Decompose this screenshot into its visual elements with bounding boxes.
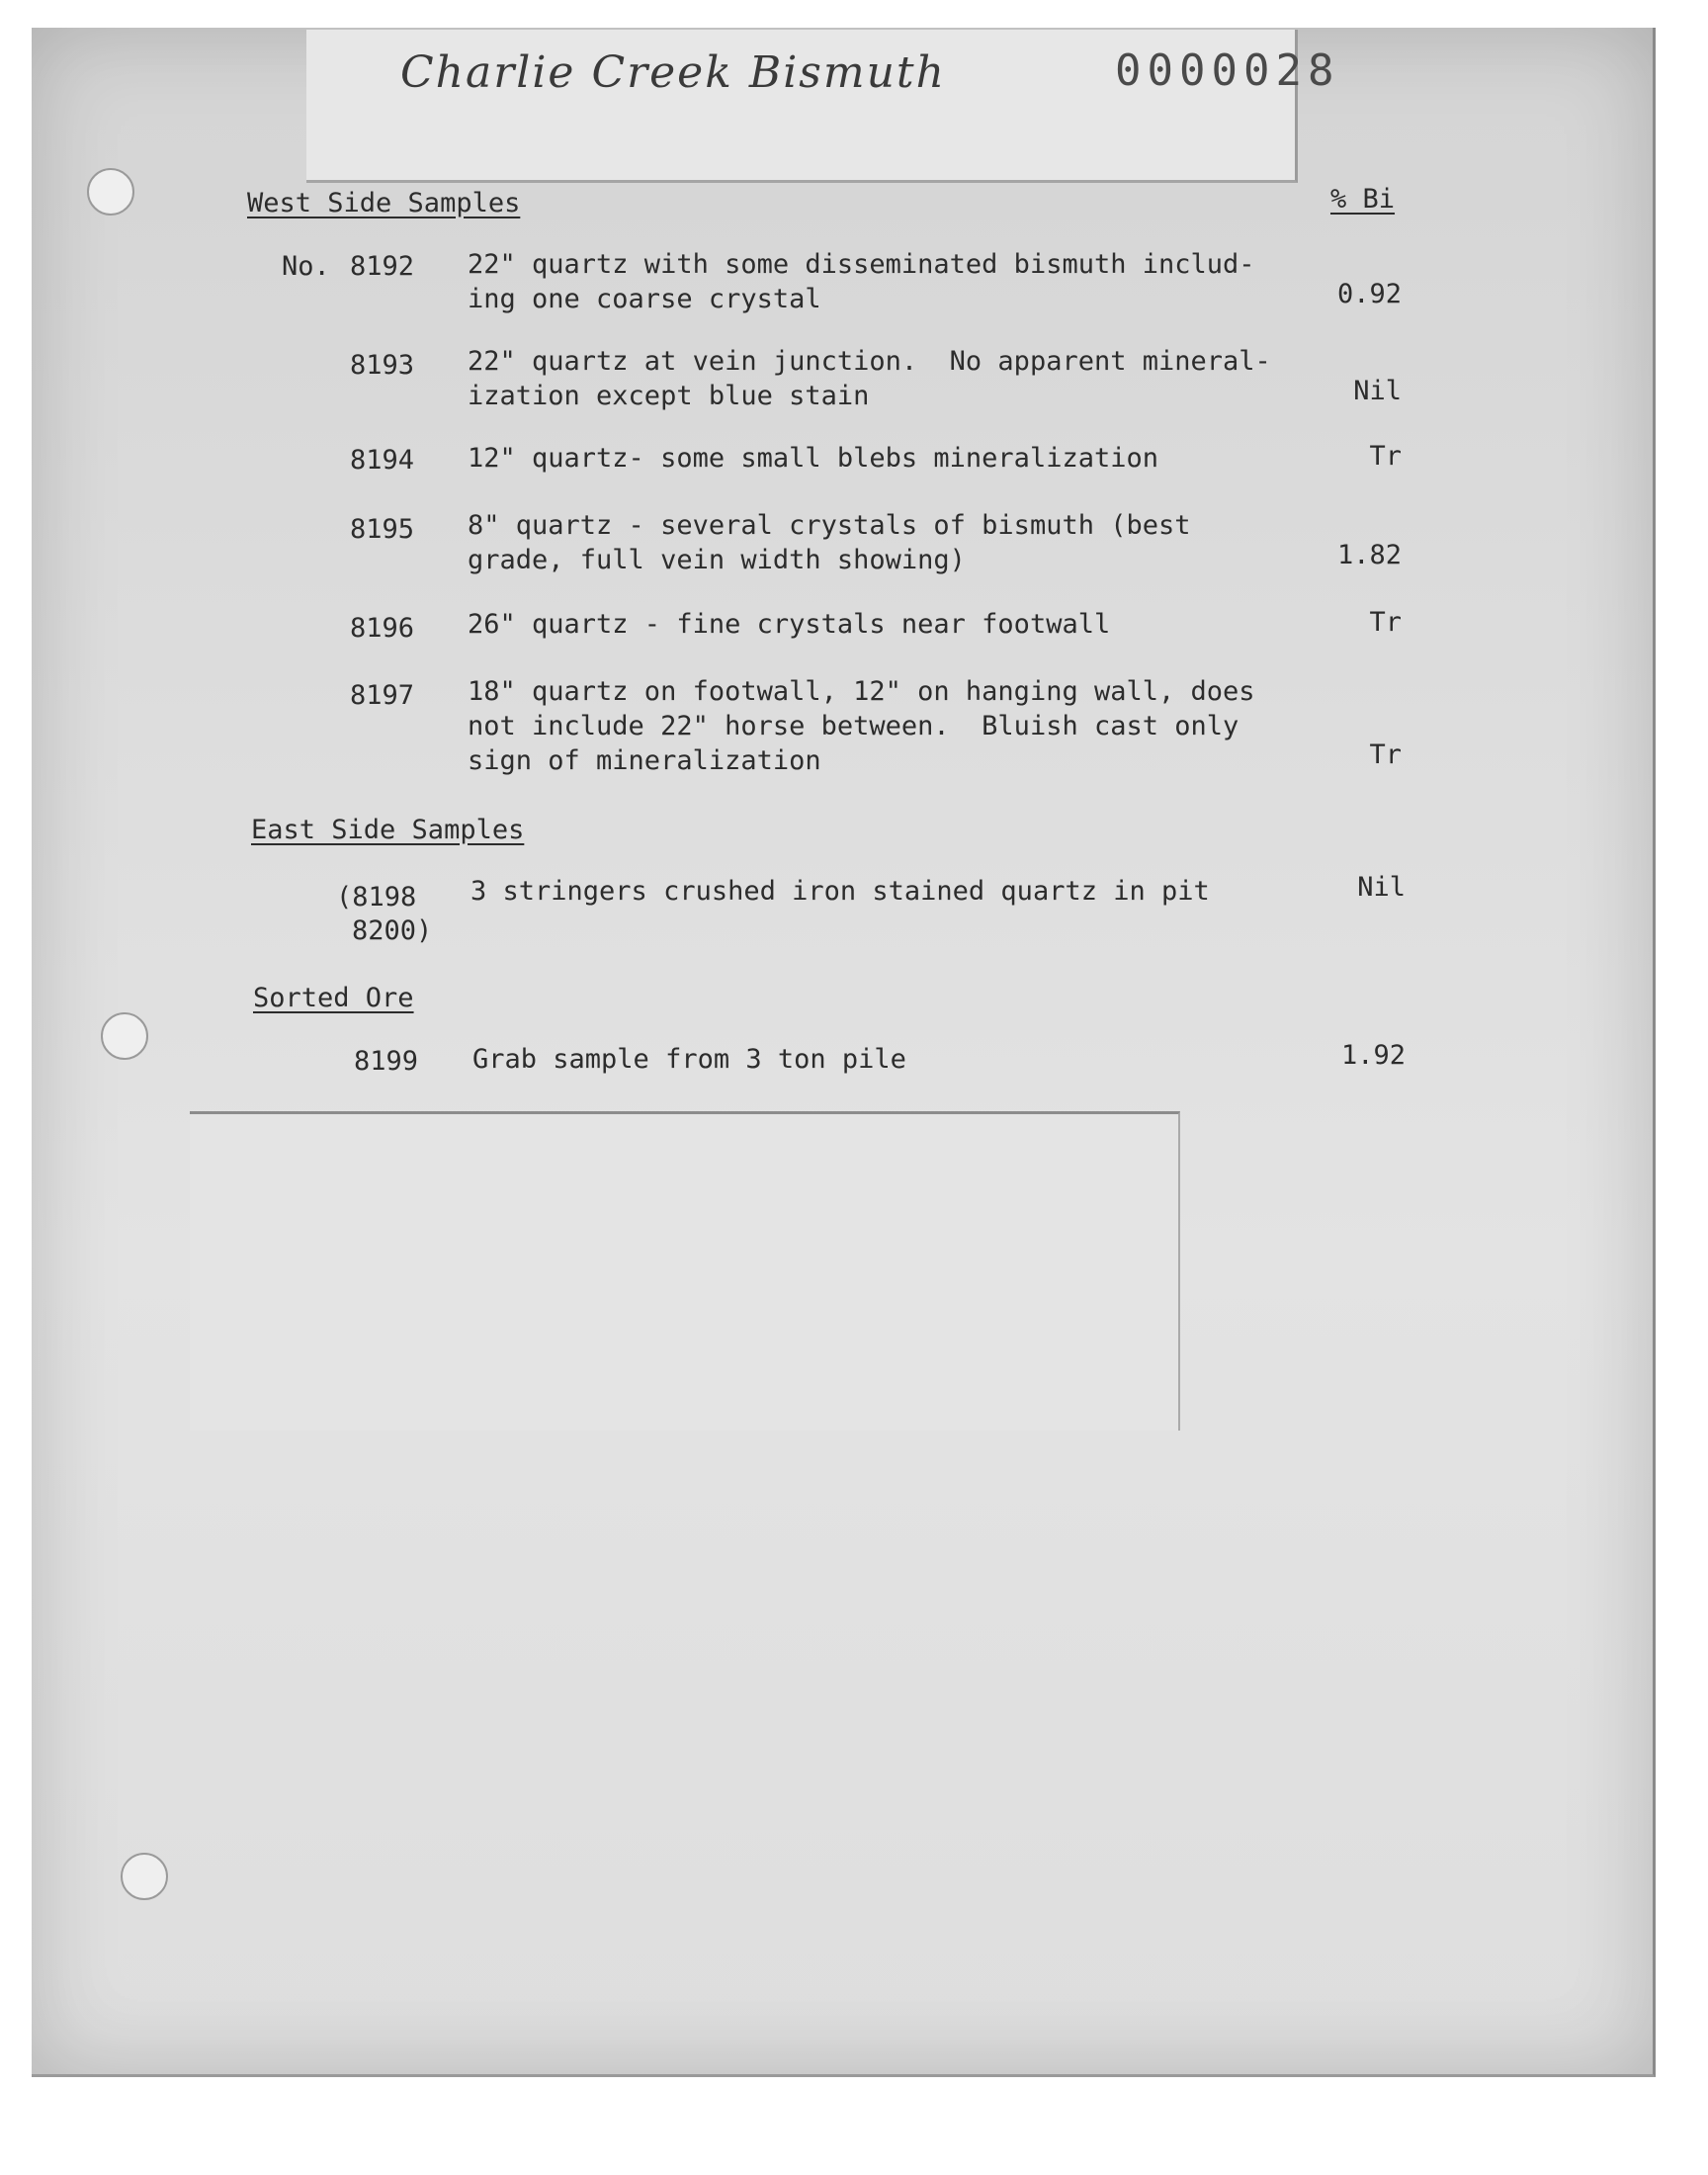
- sample-description-line: Grab sample from 3 ton pile: [472, 1044, 906, 1075]
- binder-hole-bottom: [121, 1853, 168, 1900]
- sample-number: 8199: [354, 1046, 419, 1077]
- bismuth-percent: Tr: [1369, 441, 1402, 472]
- sorted-ore-heading: Sorted Ore: [253, 983, 414, 1013]
- number-prefix: No.: [282, 251, 330, 282]
- binder-hole-top: [87, 168, 134, 216]
- sample-description-line: ization except blue stain: [468, 381, 870, 411]
- sample-description-line: ing one coarse crystal: [468, 284, 821, 314]
- document-number: 0000028: [1115, 45, 1340, 96]
- sample-number: 8197: [350, 680, 415, 711]
- sample-description-line: 18" quartz on footwall, 12" on hanging wall, does: [468, 676, 1255, 707]
- sample-number: 8196: [350, 613, 415, 644]
- sample-description-line: grade, full vein width showing): [468, 545, 966, 575]
- bismuth-percent: Nil: [1353, 376, 1402, 406]
- percent-bi-column-header: % Bi: [1330, 184, 1396, 215]
- bismuth-percent: 1.92: [1340, 1040, 1406, 1071]
- bismuth-percent: 0.92: [1336, 279, 1402, 309]
- sample-description-line: 26" quartz - fine crystals near footwall: [468, 609, 1111, 640]
- bismuth-percent: Nil: [1357, 872, 1406, 903]
- sample-number-range-end: 8200): [352, 915, 433, 946]
- bismuth-percent: Tr: [1369, 740, 1402, 770]
- sample-number: 8195: [350, 514, 415, 545]
- handwritten-title: Charlie Creek Bismuth: [400, 47, 946, 98]
- east-side-heading: East Side Samples: [251, 815, 525, 845]
- sample-description-line: sign of mineralization: [468, 745, 821, 776]
- sample-number: 8192: [350, 251, 415, 282]
- sample-description-line: 12" quartz- some small blebs mineralization: [468, 443, 1158, 474]
- sample-description-line: 8" quartz - several crystals of bismuth (best: [468, 510, 1191, 541]
- sample-description-line: 22" quartz at vein junction. No apparent mineral-: [468, 346, 1271, 377]
- blank-pasted-box: [190, 1111, 1180, 1431]
- bismuth-percent: Tr: [1369, 607, 1402, 638]
- sample-number-range-start: (8198: [336, 882, 417, 913]
- sample-description-line: 3 stringers crushed iron stained quartz in pit: [470, 876, 1210, 907]
- bismuth-percent: 1.82: [1336, 540, 1402, 570]
- sample-number: 8193: [350, 350, 415, 381]
- sample-number: 8194: [350, 445, 415, 476]
- binder-hole-middle: [101, 1012, 148, 1060]
- sample-description-line: not include 22" horse between. Bluish cast only: [468, 711, 1239, 741]
- west-side-heading: West Side Samples: [247, 188, 521, 218]
- sample-description-line: 22" quartz with some disseminated bismuth includ-: [468, 249, 1255, 280]
